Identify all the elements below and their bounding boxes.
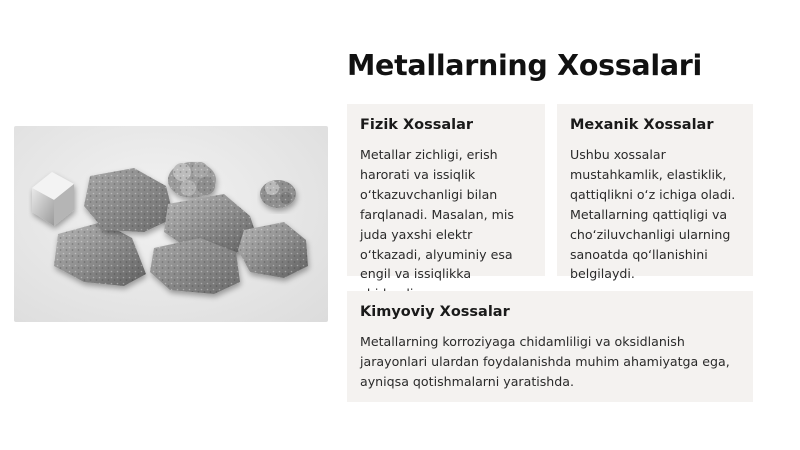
- metal-pieces-illustration: [14, 126, 328, 322]
- card-kimyoviy-xossalar: [347, 291, 753, 402]
- card-mexanik-text: Ushbu xossalar mustahkamlik, elastiklik, qattiqlikni o‘z ichiga oladi. Metallarning qattiqligi va cho‘ziluvchanligi ularning sanoatda qo‘llanishini belgilaydi.: [570, 147, 736, 282]
- card-fizik-heading: Fizik Xossalar: [360, 117, 474, 133]
- card-kimyoviy-heading: Kimyoviy Xossalar: [360, 304, 510, 320]
- slide-title: Metallarning Xossalari: [347, 49, 702, 82]
- card-mexanik-xossalar: [557, 104, 753, 282]
- card-mexanik-heading: Mexanik Xossalar: [570, 117, 714, 133]
- metal-pieces-photo: [14, 126, 328, 322]
- card-fizik-text: Metallar zichligi, erish harorati va issiqlik o‘tkazuvchanligi bilan farqlanadi. Masalan, mis juda yaxshi elektr o‘tkazadi, alyuminiy esa engil va issiqlikka: [360, 147, 514, 282]
- card-fizik-xossalar: [347, 104, 545, 282]
- card-kimyoviy-text: Metallarning korroziyaga chidamliligi va oksidlanish jarayonlari ulardan foydalanishda muhim ahamiyatga ega, ayniqsa qotishmalarni yaratishda.: [360, 334, 730, 389]
